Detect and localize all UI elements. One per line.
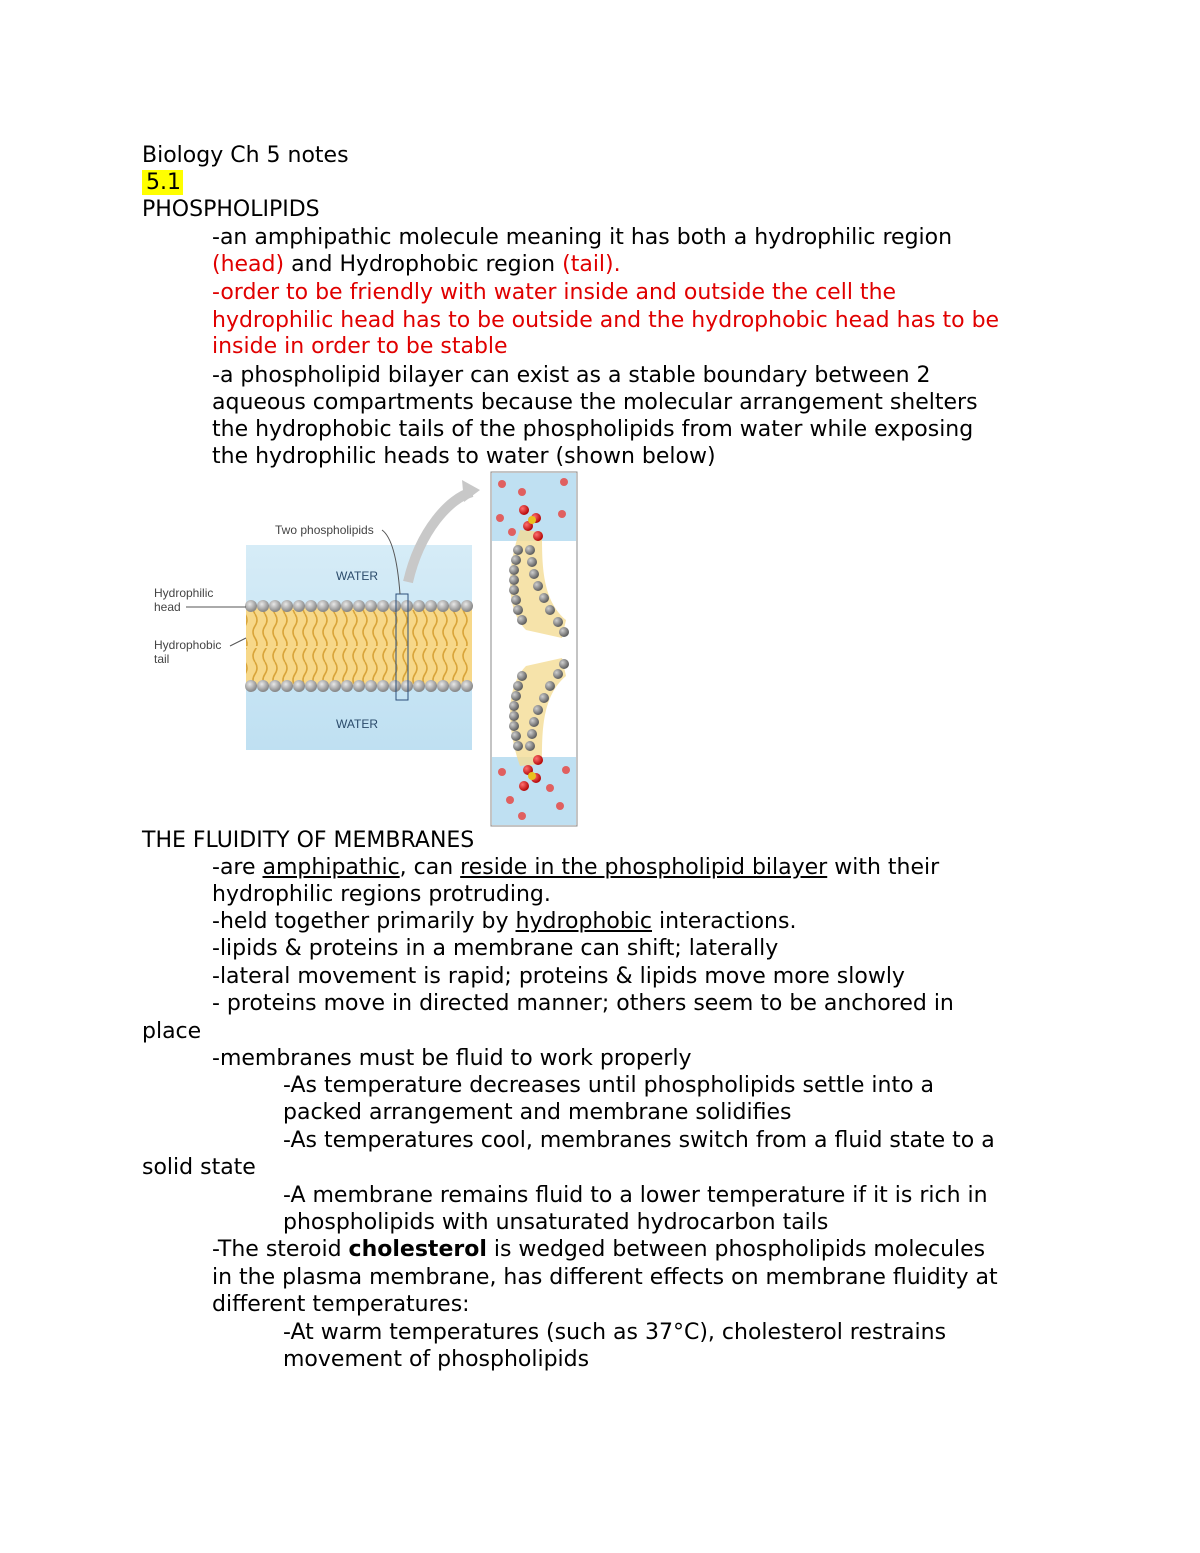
f7-line1: -As temperature decreases until phospholipids settle into a (283, 1073, 935, 1098)
tails-upper (246, 610, 472, 646)
f5-line2: place (142, 1019, 202, 1044)
section-highlight: 5.1 (142, 170, 183, 195)
heading-phospholipids: PHOSPHOLIPIDS (142, 197, 320, 222)
f1-e: with their (827, 855, 940, 880)
tail-label-red: (tail). (562, 252, 621, 277)
pointer-hydrophobic (230, 638, 246, 646)
p3-line4: the hydrophilic heads to water (shown below) (212, 444, 716, 469)
tails-lower (246, 648, 472, 684)
f10-cholesterol: cholesterol (348, 1237, 487, 1262)
f10-line3: different temperatures: (212, 1292, 470, 1317)
f1-line2: hydrophilic regions protruding. (212, 882, 551, 907)
phospholipid-bilayer-figure (150, 470, 590, 830)
f5-line1: - proteins move in directed manner; others seem to be anchored in (212, 991, 954, 1016)
head-label-red: (head) (212, 252, 285, 277)
p3-line1: -a phospholipid bilayer can exist as a stable boundary between 2 (212, 363, 931, 388)
label-water-bottom: WATER (336, 717, 378, 731)
f11-line1: -At warm temperatures (such as 37°C), cholesterol restrains (283, 1320, 947, 1345)
f1-a: -are (212, 855, 263, 880)
label-hydrophilic-1: Hydrophilic (154, 586, 214, 600)
f1-c: , can (399, 855, 461, 880)
f10-c: is wedged between phospholipids molecules (486, 1237, 986, 1262)
heading-fluidity: THE FLUIDITY OF MEMBRANES (142, 828, 475, 853)
p3-line3: the hydrophobic tails of the phospholipids from water while exposing (212, 417, 974, 442)
section-number (142, 169, 183, 196)
f2-a: -held together primarily by (212, 909, 516, 934)
label-two-phospholipids: Two phospholipids (275, 523, 374, 537)
doc-title: Biology Ch 5 notes (142, 143, 349, 168)
heads-top-row (245, 600, 473, 612)
f2-c: interactions. (652, 909, 797, 934)
f4-line: -lateral movement is rapid; proteins & lipids move more slowly (212, 964, 905, 989)
label-hydrophobic-2: tail (154, 652, 170, 666)
f10-a: -The steroid (212, 1237, 349, 1262)
f8-line2: solid state (142, 1155, 256, 1180)
space-filling-panel (491, 472, 577, 826)
f2-line (212, 908, 796, 935)
f10-line1 (212, 1236, 985, 1263)
label-hydrophobic-1: Hydrophobic (154, 638, 222, 652)
p2-line1: -order to be friendly with water inside and outside the cell the (212, 280, 897, 305)
f9-line2: phospholipids with unsaturated hydrocarbon tails (283, 1210, 829, 1235)
f1-line1 (212, 854, 939, 881)
f10-line2: in the plasma membrane, has different effects on membrane fluidity at (212, 1265, 998, 1290)
p2-line2: hydrophilic head has to be outside and the hydrophobic head has to be (212, 308, 1000, 333)
f2-hydrophobic: hydrophobic (515, 909, 653, 934)
f8-line1: -As temperatures cool, membranes switch from a fluid state to a (283, 1128, 995, 1153)
p2-line3: inside in order to be stable (212, 334, 508, 359)
f1-reside: reside in the phospholipid bilayer (460, 855, 828, 880)
p3-line2: aqueous compartments because the molecular arrangement shelters (212, 390, 978, 415)
f6-line: -membranes must be fluid to work properly (212, 1046, 692, 1071)
zoom-arrowhead (462, 480, 480, 502)
label-water-top: WATER (336, 569, 378, 583)
heads-bottom-row (245, 680, 473, 692)
f1-amphipathic: amphipathic (262, 855, 400, 880)
f11-line2: movement of phospholipids (283, 1347, 590, 1372)
p1-line2 (212, 251, 621, 278)
f3-line: -lipids & proteins in a membrane can shift; laterally (212, 936, 779, 961)
f7-line2: packed arrangement and membrane solidifies (283, 1100, 792, 1125)
p1-line1: -an amphipathic molecule meaning it has both a hydrophilic region (212, 225, 953, 250)
label-hydrophilic-2: head (154, 600, 181, 614)
f9-line1: -A membrane remains fluid to a lower temperature if it is rich in (283, 1183, 988, 1208)
p1-line2-mid: and Hydrophobic region (284, 252, 563, 277)
